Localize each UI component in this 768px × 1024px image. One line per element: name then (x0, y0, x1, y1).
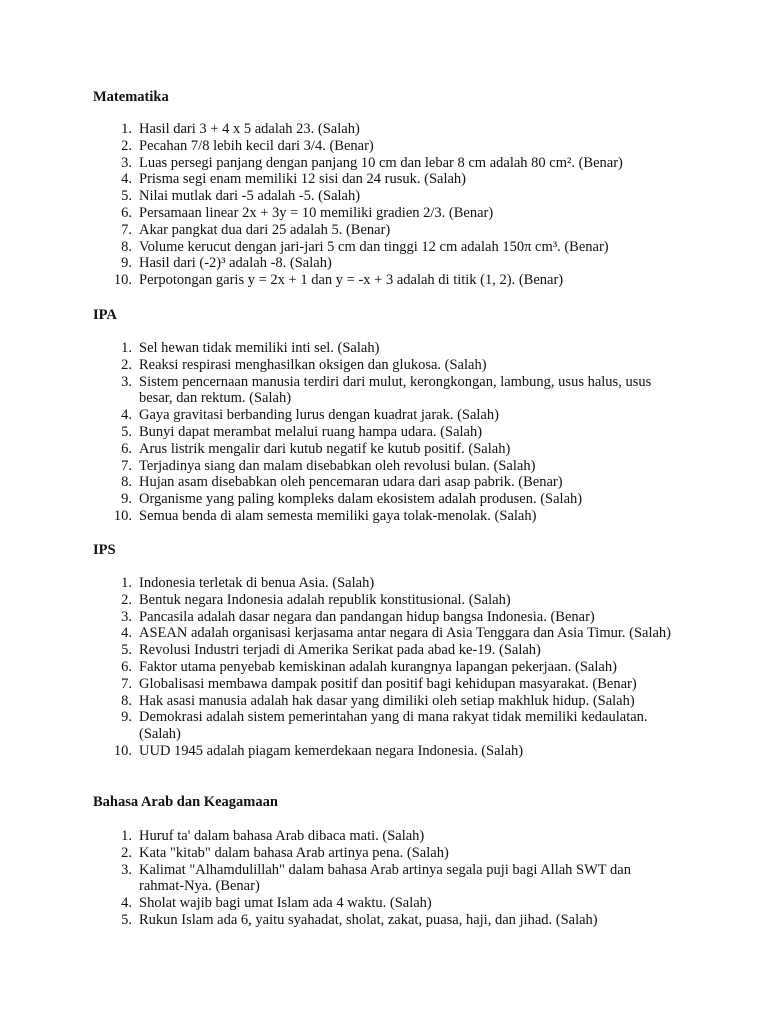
item-number: 6. (121, 440, 132, 457)
list-item (0, 659, 768, 676)
item-number: 1. (121, 121, 132, 137)
item-text: Bunyi dapat merambat melalui ruang hampa udara. (Salah) (139, 423, 483, 440)
item-text: UUD 1945 adalah piagam kemerdekaan negara Indonesia. (Salah) (139, 742, 524, 759)
item-number: 4. (121, 625, 132, 642)
list-item (0, 609, 768, 626)
item-text: Perpotongan garis y = 2x + 1 dan y = -x + 3 adalah di titik (1, 2). (Benar) (139, 272, 564, 289)
item-number: 2. (121, 356, 132, 373)
item-text: Terjadinya siang dan malam disebabkan oleh revolusi bulan. (Salah) (139, 457, 536, 474)
list-item (0, 222, 768, 239)
list-item (0, 828, 768, 845)
item-text: Gaya gravitasi berbanding lurus dengan kuadrat jarak. (Salah) (139, 407, 499, 424)
question-list-bahasa-arab (0, 828, 768, 929)
item-number: 7. (121, 221, 132, 238)
item-text: Prisma segi enam memiliki 12 sisi dan 24 rusuk. (Salah) (139, 171, 467, 188)
item-number: 6. (121, 204, 132, 221)
section-title-bahasa-arab: Bahasa Arab dan Keagamaan (93, 794, 278, 810)
item-text: Indonesia terletak di benua Asia. (Salah) (139, 575, 375, 591)
list-item (0, 474, 768, 491)
list-item (0, 845, 768, 862)
list-item (0, 912, 768, 929)
question-list-matematika (0, 121, 768, 289)
item-text: Luas persegi panjang dengan panjang 10 cm dan lebar 8 cm adalah 80 cm². (Benar) (139, 154, 623, 171)
item-number: 10. (113, 742, 132, 759)
list-item (0, 693, 768, 710)
section-title-ips: IPS (93, 542, 116, 558)
item-number: 1. (121, 575, 132, 591)
item-number: 9. (121, 255, 132, 272)
item-number: 8. (121, 474, 132, 491)
list-item (0, 676, 768, 693)
item-number: 8. (121, 238, 132, 255)
item-number: 10. (113, 272, 132, 289)
item-text: Reaksi respirasi menghasilkan oksigen dan glukosa. (Salah) (139, 356, 487, 373)
item-number: 4. (121, 407, 132, 424)
item-number: 5. (121, 911, 132, 928)
section-title-matematika: Matematika (93, 89, 169, 105)
item-number: 2. (121, 591, 132, 608)
list-item (0, 709, 768, 743)
item-number: 5. (121, 188, 132, 205)
list-item (0, 508, 768, 525)
item-text: Demokrasi adalah sistem pemerintahan yang di mana rakyat tidak memiliki kedaulatan. (Salah) (139, 709, 648, 743)
item-text: ASEAN adalah organisasi kerjasama antar negara di Asia Tenggara dan Asia Timur. (Salah) (139, 625, 671, 642)
item-number: 9. (121, 709, 132, 726)
item-text: Organisme yang paling kompleks dalam ekosistem adalah produsen. (Salah) (139, 491, 583, 508)
list-item (0, 441, 768, 458)
item-text: Kata "kitab" dalam bahasa Arab artinya pena. (Salah) (139, 844, 449, 861)
item-text: Semua benda di alam semesta memiliki gaya tolak-menolak. (Salah) (139, 507, 537, 524)
list-item (0, 340, 768, 357)
list-item (0, 188, 768, 205)
list-item (0, 862, 768, 896)
list-item (0, 357, 768, 374)
item-text: Volume kerucut dengan jari-jari 5 cm dan tinggi 12 cm adalah 150π cm³. (Benar) (139, 238, 609, 255)
item-number: 3. (121, 154, 132, 171)
item-text: Bentuk negara Indonesia adalah republik konstitusional. (Salah) (139, 591, 511, 608)
question-list-ips (0, 575, 768, 760)
list-item (0, 171, 768, 188)
list-item (0, 155, 768, 172)
item-number: 8. (121, 692, 132, 709)
list-item (0, 625, 768, 642)
item-number: 6. (121, 658, 132, 675)
item-text: Globalisasi membawa dampak positif dan positif bagi kehidupan masyarakat. (Benar) (139, 675, 637, 692)
question-list-ipa (0, 340, 768, 525)
item-number: 5. (121, 423, 132, 440)
item-text: Pecahan 7/8 lebih kecil dari 3/4. (Benar) (139, 137, 374, 154)
item-text: Revolusi Industri terjadi di Amerika Serikat pada abad ke-19. (Salah) (139, 642, 541, 659)
list-item (0, 592, 768, 609)
list-item (0, 575, 768, 592)
list-item (0, 458, 768, 475)
item-text: Kalimat "Alhamdulillah" dalam bahasa Arab artinya segala puji bagi Allah SWT dan rahmat-Nya. (Benar) (139, 861, 631, 895)
list-item (0, 272, 768, 289)
list-item (0, 895, 768, 912)
item-text: Faktor utama penyebab kemiskinan adalah kurangnya lapangan pekerjaan. (Salah) (139, 658, 617, 675)
item-number: 2. (121, 137, 132, 154)
item-number: 3. (121, 373, 132, 390)
list-item (0, 491, 768, 508)
item-text: Rukun Islam ada 6, yaitu syahadat, sholat, zakat, puasa, haji, dan jihad. (Salah) (139, 911, 598, 928)
item-number: 1. (121, 340, 132, 356)
item-number: 7. (121, 457, 132, 474)
item-text: Hasil dari (-2)³ adalah -8. (Salah) (139, 255, 332, 272)
item-number: 3. (121, 608, 132, 625)
item-text: Akar pangkat dua dari 25 adalah 5. (Benar) (139, 221, 391, 238)
item-text: Huruf ta' dalam bahasa Arab dibaca mati. (Salah) (139, 828, 425, 844)
item-text: Pancasila adalah dasar negara dan pandangan hidup bangsa Indonesia. (Benar) (139, 608, 595, 625)
list-item (0, 121, 768, 138)
item-number: 3. (121, 861, 132, 878)
item-number: 7. (121, 675, 132, 692)
section-title-ipa: IPA (93, 307, 117, 323)
list-item (0, 239, 768, 256)
list-item (0, 407, 768, 424)
item-number: 4. (121, 171, 132, 188)
item-text: Sistem pencernaan manusia terdiri dari mulut, kerongkongan, lambung, usus halus, usus besar, dan rektum. (Salah) (139, 373, 652, 407)
item-text: Hujan asam disebabkan oleh pencemaran udara dari asap pabrik. (Benar) (139, 474, 563, 491)
list-item (0, 743, 768, 760)
list-item (0, 642, 768, 659)
item-number: 4. (121, 895, 132, 912)
item-text: Persamaan linear 2x + 3y = 10 memiliki gradien 2/3. (Benar) (139, 204, 494, 221)
item-text: Arus listrik mengalir dari kutub negatif ke kutub positif. (Salah) (139, 440, 511, 457)
item-text: Sel hewan tidak memiliki inti sel. (Salah) (139, 340, 380, 356)
list-item (0, 205, 768, 222)
item-number: 1. (121, 828, 132, 844)
item-number: 9. (121, 491, 132, 508)
list-item (0, 424, 768, 441)
item-text: Sholat wajib bagi umat Islam ada 4 waktu. (Salah) (139, 895, 432, 912)
list-item (0, 374, 768, 408)
item-number: 5. (121, 642, 132, 659)
item-number: 2. (121, 844, 132, 861)
item-text: Hak asasi manusia adalah hak dasar yang dimiliki oleh setiap makhluk hidup. (Salah) (139, 692, 635, 709)
item-number: 10. (113, 507, 132, 524)
list-item (0, 138, 768, 155)
list-item (0, 255, 768, 272)
item-text: Hasil dari 3 + 4 x 5 adalah 23. (Salah) (139, 121, 360, 137)
item-text: Nilai mutlak dari -5 adalah -5. (Salah) (139, 188, 361, 205)
